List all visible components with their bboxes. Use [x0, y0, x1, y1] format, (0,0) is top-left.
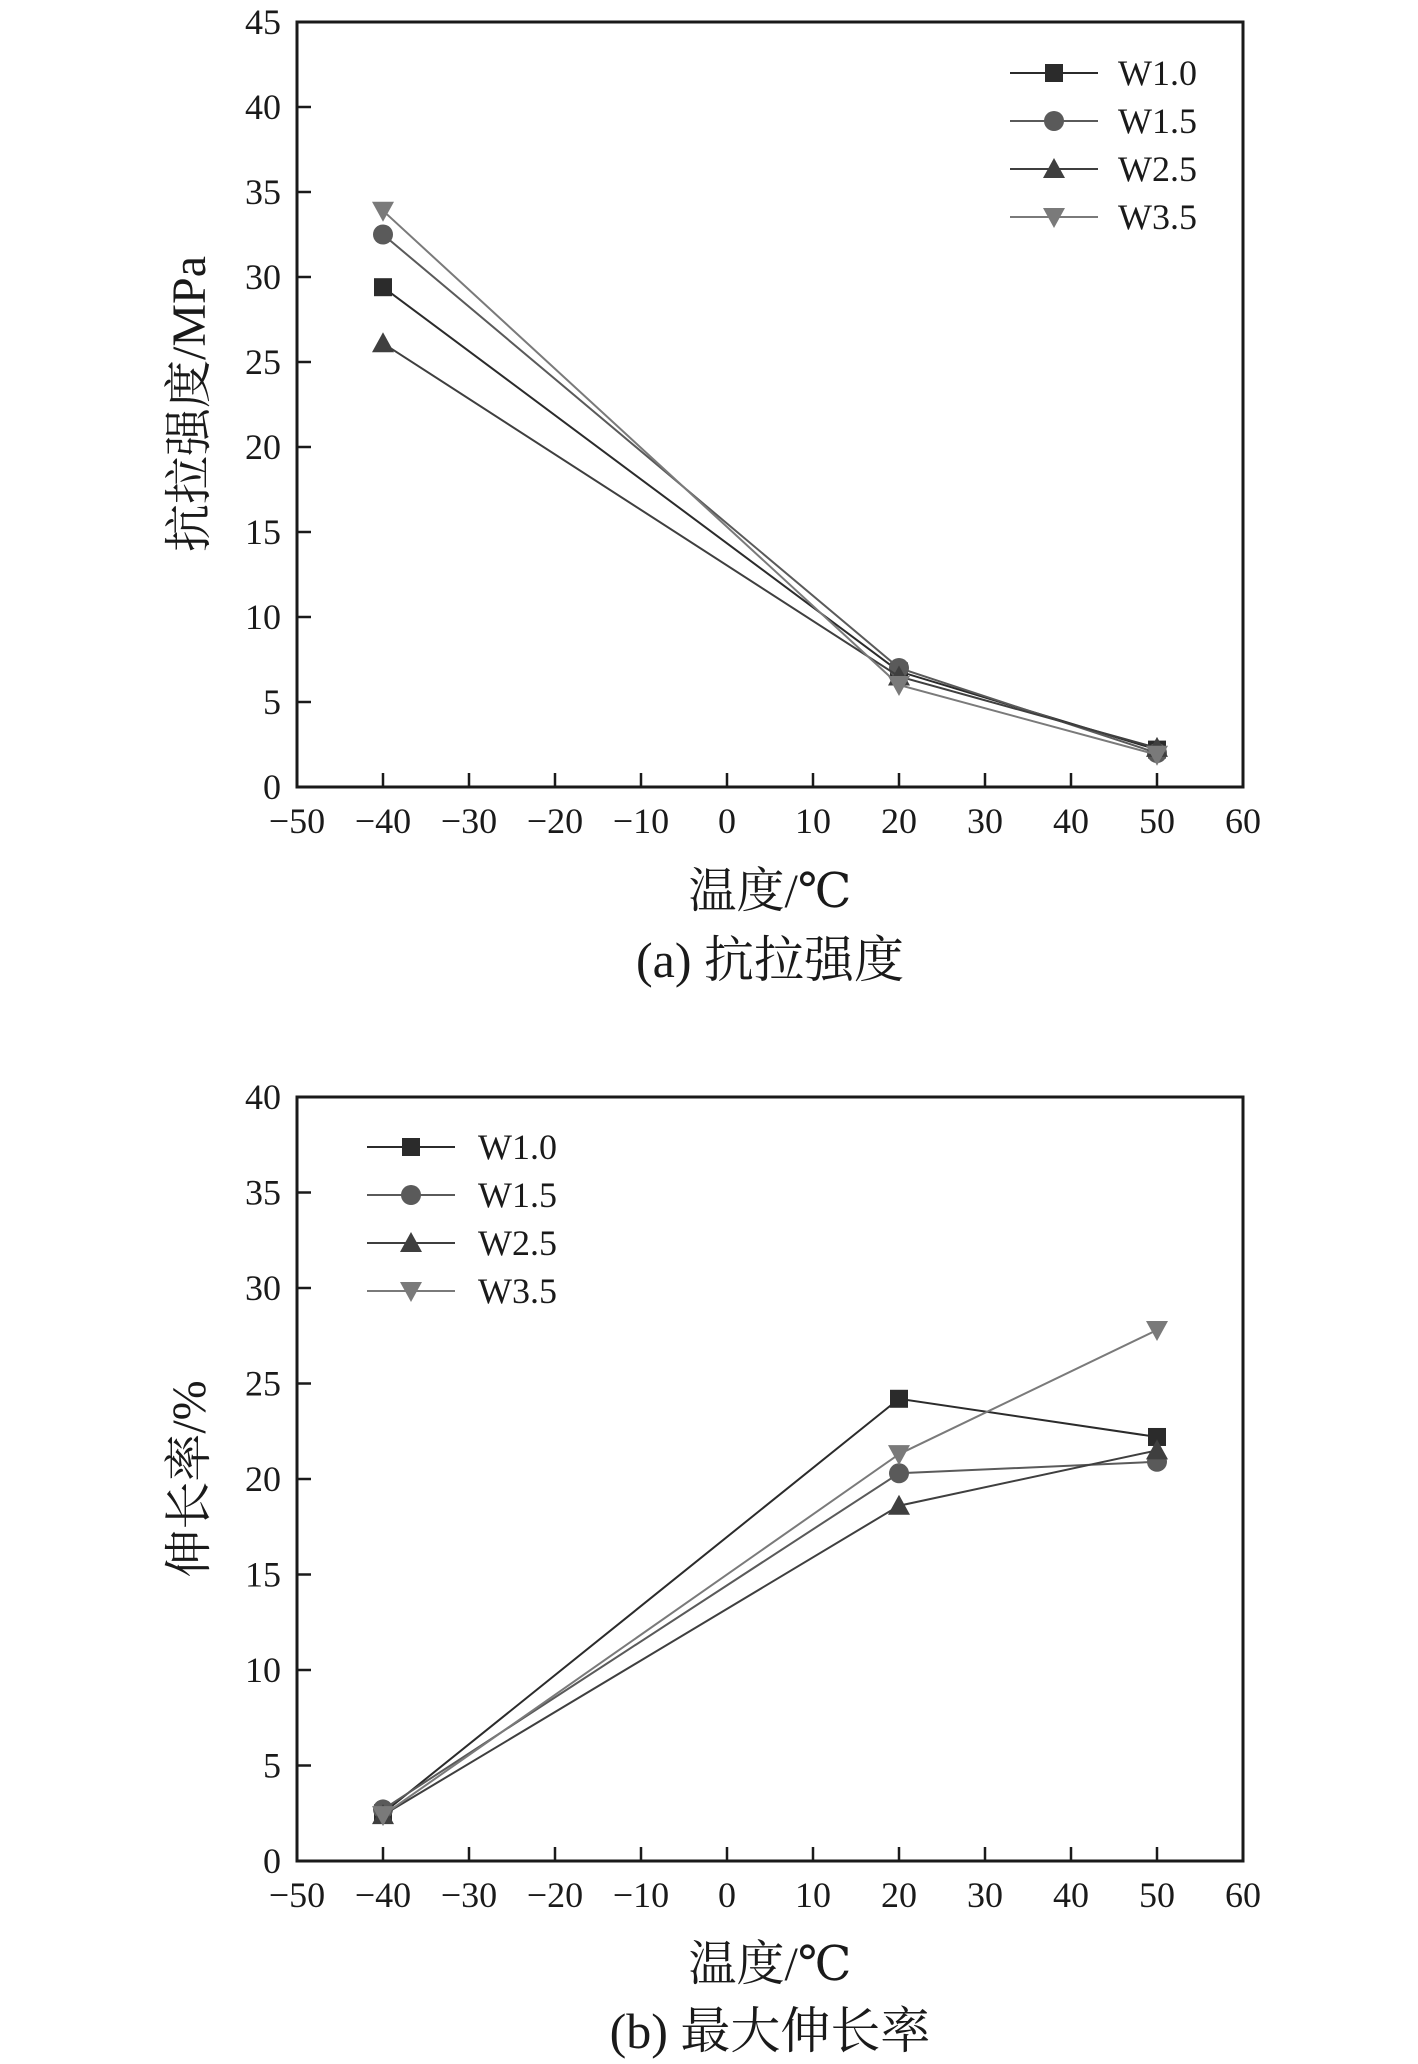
panel-b-x-tick-label: −10: [612, 1875, 670, 1915]
panel-b-series-line: [383, 1450, 1157, 1815]
panel-a-legend-label: W1.5: [1118, 101, 1197, 141]
panel-a-x-axis-title: 温度/℃: [688, 865, 852, 918]
panel-a-x-tick-label: 30: [967, 801, 1003, 841]
panel-a-x-tick-label: 20: [881, 801, 917, 841]
panel-a-y-tick-label: 40: [245, 87, 281, 127]
panel-b-series-line: [383, 1399, 1157, 1813]
panel-b-legend-label: W1.5: [478, 1175, 557, 1215]
panel-a-legend-label: W2.5: [1118, 149, 1197, 189]
panel-b-y-tick-label: 15: [245, 1554, 281, 1595]
panel-a-data-point: [373, 225, 393, 245]
panel-b-x-tick-label: 20: [881, 1875, 917, 1915]
panel-b-series: [372, 1321, 1168, 1826]
panel-b-y-tick-label: 25: [245, 1363, 281, 1404]
panel-b-x-tick-label: −40: [354, 1875, 412, 1915]
panel-b-x-tick-label: 40: [1053, 1875, 1089, 1915]
panel-a-y-tick-label: 10: [245, 597, 281, 637]
panel-b-x-axis-title: 温度/℃: [688, 1938, 852, 1991]
panel-b-max-elongation: [163, 1077, 1261, 2059]
panel-a-x-tick-label: 50: [1139, 801, 1175, 841]
panel-b-data-point: [888, 1445, 910, 1465]
panel-a-x-tick-label: 60: [1225, 801, 1261, 841]
panel-a-series-line: [383, 287, 1157, 749]
panel-b-ticks: [245, 1077, 1261, 1915]
panel-a-ticks: [245, 2, 1261, 841]
panel-b-x-tick-label: 50: [1139, 1875, 1175, 1915]
panel-a-legend-marker: [1044, 111, 1064, 131]
panel-b-legend: [367, 1127, 557, 1311]
panel-b-y-tick-label: 35: [245, 1172, 281, 1213]
panel-a-x-tick-label: −50: [268, 801, 326, 841]
panel-a-series: [372, 202, 1168, 766]
panel-a-y-tick-label: 35: [245, 172, 281, 212]
panel-a-series-line: [383, 343, 1157, 748]
panel-a-series-line: [383, 211, 1157, 755]
panel-b-legend-label: W2.5: [478, 1223, 557, 1263]
panel-a-data-point: [372, 332, 394, 352]
panel-b-y-tick-label: 40: [245, 1077, 281, 1117]
panel-b-x-tick-label: 0: [718, 1875, 736, 1915]
panel-a-x-tick-label: −10: [612, 801, 670, 841]
panel-a-y-tick-label: 5: [263, 682, 281, 722]
panel-b-x-tick-label: 30: [967, 1875, 1003, 1915]
panel-a-data-point: [374, 278, 392, 296]
panel-a-plot-frame: [297, 22, 1243, 787]
panel-b-x-tick-label: 60: [1225, 1875, 1261, 1915]
panel-b-legend-marker: [402, 1138, 420, 1156]
panel-b-y-tick-label: 5: [263, 1745, 281, 1786]
panel-b-x-tick-label: 10: [795, 1875, 831, 1915]
panel-a-x-tick-label: −20: [526, 801, 584, 841]
panel-a-legend-label: W1.0: [1118, 53, 1197, 93]
panel-b-x-tick-label: −20: [526, 1875, 584, 1915]
panel-a-y-tick-label: 0: [263, 767, 281, 807]
panel-a-legend-marker: [1045, 64, 1063, 82]
panel-b-legend-label: W3.5: [478, 1271, 557, 1311]
panel-a-y-axis-title: 抗拉强度/MPa: [163, 255, 216, 553]
panel-b-y-tick-label: 30: [245, 1268, 281, 1308]
panel-a-x-tick-label: 10: [795, 801, 831, 841]
panel-b-y-tick-label: 10: [245, 1650, 281, 1690]
panel-b-legend-label: W1.0: [478, 1127, 557, 1167]
panel-b-data-point: [889, 1463, 909, 1483]
panel-b-plot-frame: [297, 1097, 1243, 1861]
panel-b-y-axis-title: 伸长率/%: [163, 1380, 216, 1578]
panel-b-series-line: [383, 1330, 1157, 1815]
panel-b-legend-marker: [401, 1185, 421, 1205]
panel-a-data-point: [888, 676, 910, 696]
panel-a-x-tick-label: −30: [440, 801, 498, 841]
panel-b-data-point: [890, 1390, 908, 1408]
panel-a-legend-label: W3.5: [1118, 197, 1197, 237]
panel-b-x-tick-label: −50: [268, 1875, 326, 1915]
panel-a-x-tick-label: 0: [718, 801, 736, 841]
panel-b-series-line: [383, 1462, 1157, 1810]
panel-a-y-tick-label: 45: [245, 2, 281, 42]
panel-a-y-tick-label: 25: [245, 342, 281, 382]
panel-a-y-tick-label: 30: [245, 257, 281, 297]
panel-a-y-tick-label: 20: [245, 427, 281, 467]
panel-b-y-tick-label: 0: [263, 1841, 281, 1881]
panel-b-y-tick-label: 20: [245, 1459, 281, 1499]
panel-b-x-tick-label: −30: [440, 1875, 498, 1915]
panel-a-x-tick-label: 40: [1053, 801, 1089, 841]
panel-a-tensile-strength: [163, 2, 1261, 988]
panel-b-caption: (b) 最大伸长率: [609, 2003, 931, 2059]
panel-a-caption: (a) 抗拉强度: [636, 932, 904, 988]
panel-a-legend: [1010, 53, 1197, 237]
panel-b-data-point: [1146, 1321, 1168, 1341]
panel-a-x-tick-label: −40: [354, 801, 412, 841]
panel-a-series-line: [383, 235, 1157, 754]
panel-a-y-tick-label: 15: [245, 512, 281, 552]
